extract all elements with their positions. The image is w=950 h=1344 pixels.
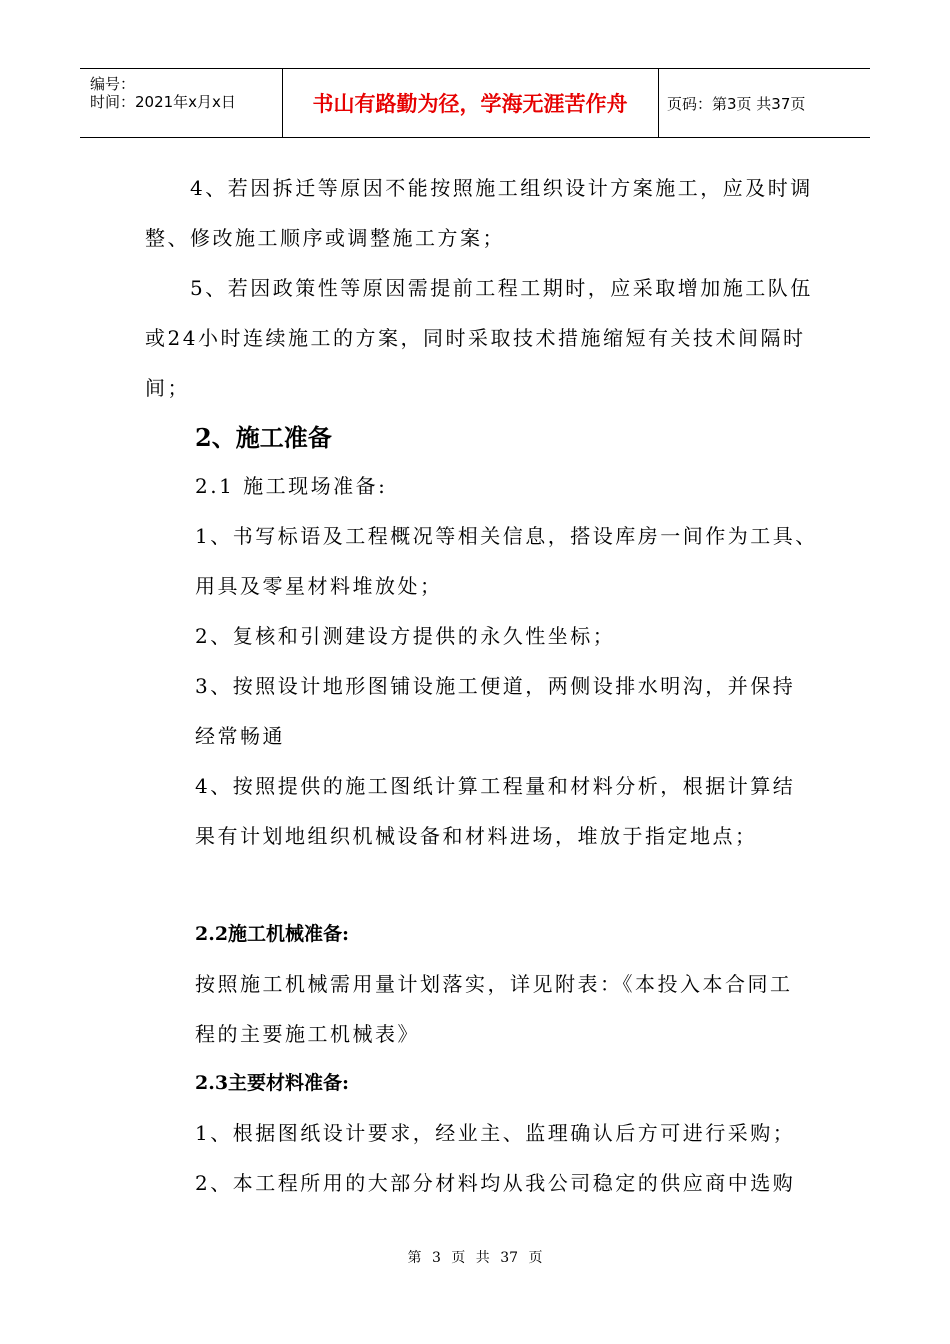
section-heading: 2、施工准备 — [195, 423, 332, 452]
body-line: 3、按照设计地形图铺设施工便道，两侧设排水明沟，并保持 — [195, 674, 796, 698]
body-line: 2、复核和引测建设方提供的永久性坐标； — [195, 624, 616, 648]
page-footer: 第 3 页 共 37 页 — [407, 1250, 543, 1266]
header-motto: 书山有路勤为径，学海无涯苦作舟 — [282, 69, 659, 137]
body-line: 4、按照提供的施工图纸计算工程量和材料分析，根据计算结 — [195, 774, 796, 798]
body-line: 整、修改施工顺序或调整施工方案； — [145, 226, 505, 250]
body-line: 1、书写标语及工程概况等相关信息，搭设库房一间作为工具、 — [195, 524, 818, 548]
body-line: 1、根据图纸设计要求，经业主、监理确认后方可进行采购； — [195, 1121, 796, 1145]
header-info-cell — [80, 69, 283, 137]
header-page-info: 页码：第3页 共37页 — [667, 94, 806, 113]
body-line: 用具及零星材料堆放处； — [195, 574, 443, 598]
body-line: 4、若因拆迁等原因不能按照施工组织设计方案施工，应及时调 — [190, 176, 813, 200]
page-header — [80, 68, 870, 138]
body-line: 或24小时连续施工的方案，同时采取技术措施缩短有关技术间隔时 — [145, 326, 806, 350]
body-line: 经常畅通 — [195, 724, 285, 748]
body-line: 2、本工程所用的大部分材料均从我公司稳定的供应商中选购 — [195, 1171, 796, 1195]
time-label: 时间：2021年x月x日 — [90, 93, 236, 111]
body-line: 程的主要施工机械表》 — [195, 1022, 420, 1046]
subsection-heading: 2.3主要材料准备: — [195, 1072, 350, 1094]
body-line: 按照施工机械需用量计划落实，详见附表：《本投入本合同工 — [195, 972, 793, 996]
body-line: 间； — [145, 376, 190, 400]
number-label: 编号： — [90, 75, 136, 93]
body-line: 5、若因政策性等原因需提前工程工期时，应采取增加施工队伍 — [190, 276, 813, 300]
body-line: 果有计划地组织机械设备和材料进场，堆放于指定地点； — [195, 824, 758, 848]
subsection-title: 2.1 施工现场准备: — [195, 474, 388, 498]
subsection-heading: 2.2施工机械准备: — [195, 923, 350, 945]
